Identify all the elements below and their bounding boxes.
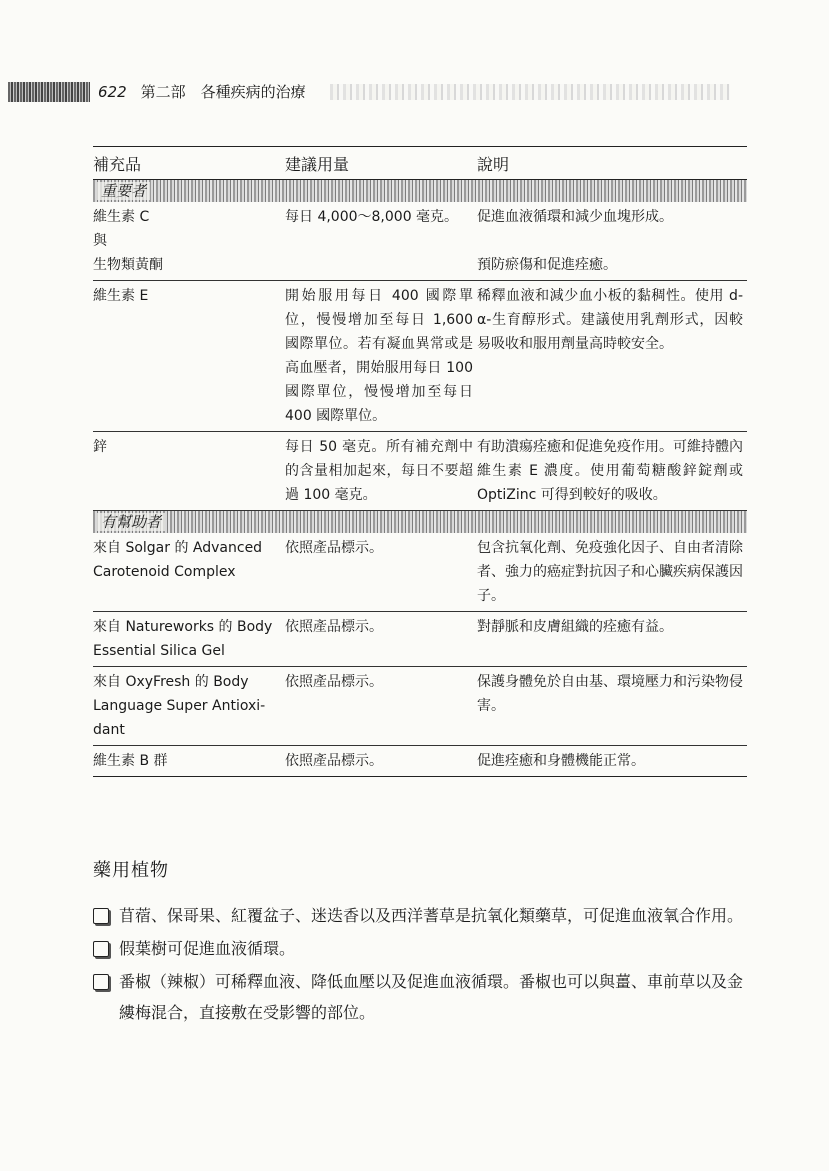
herb-item-text: 番椒（辣椒）可稀釋血液、降低血壓以及促進血液循環。番椒也可以與薑、車前草以及金縷梅混合，直接敷在受影響的部位。 (119, 972, 744, 1022)
page-header (0, 80, 829, 110)
description-cell: 保護身體免於自由基、環境壓力和污染物侵害。 (477, 667, 747, 746)
herbs-section-title: 藥用植物 (93, 860, 169, 881)
header-text (98, 80, 312, 104)
section-title: 重要者 (97, 182, 150, 200)
supplement-cell: 鋅 (93, 432, 285, 511)
list-item (93, 933, 749, 964)
column-header-supplement: 補充品 (93, 147, 285, 180)
supplement-cell: 來自 Natureworks 的 Body Essential Silica Gel (93, 612, 285, 667)
table-row (93, 746, 747, 777)
supplement-cell: 來自 Solgar 的 Advanced Carotenoid Complex (93, 533, 285, 612)
dosage-cell: 依照產品標示。 (285, 612, 477, 667)
herb-item-text: 假葉樹可促進血液循環。 (119, 939, 296, 958)
herb-item-text: 苜蓿、保哥果、紅覆盆子、迷迭香以及西洋蓍草是抗氧化類藥草，可促進血液氧合作用。 (119, 906, 744, 925)
dosage-cell: 依照產品標示。 (285, 746, 477, 777)
description-cell: 有助潰瘍痊癒和促進免疫作用。可維持體內維生素 E 濃度。使用葡萄糖酸鋅錠劑或 OptiZinc 可得到較好的吸收。 (477, 432, 747, 511)
section-title: 有幫助者 (97, 513, 165, 531)
description-cell: 稀釋血液和減少血小板的黏稠性。使用 d-α-生育醇形式。建議使用乳劑形式，因較易吸收和服用劑量高時較安全。 (477, 281, 747, 432)
header-decoration (8, 82, 90, 102)
table-row (93, 432, 747, 511)
table-row (93, 667, 747, 746)
supplement-cell (93, 202, 285, 281)
table-row (93, 533, 747, 612)
table-row (93, 612, 747, 667)
supplement-cell: 維生素 B 群 (93, 746, 285, 777)
supplement-extra: 生物類黃酮 (93, 257, 163, 273)
dosage-cell: 依照產品標示。 (285, 667, 477, 746)
description-cell: 促進痊癒和身體機能正常。 (477, 746, 747, 777)
supplement-table (93, 146, 747, 777)
list-item (93, 900, 749, 931)
list-item (93, 966, 749, 1028)
dosage-cell: 開始服用每日 400 國際單位，慢慢增加至每日 1,600 國際單位。若有凝血異常或是高血壓者，開始服用每日 100 國際單位，慢慢增加至每日 400 國際單位。 (285, 281, 477, 432)
dosage-cell: 依照產品標示。 (285, 533, 477, 612)
description-extra: 預防瘀傷和促進痊癒。 (477, 257, 617, 273)
column-header-dosage: 建議用量 (285, 147, 477, 180)
checkbox-bullet-icon (93, 941, 109, 957)
table-row (93, 202, 747, 281)
section-header-helpful (93, 511, 747, 534)
supplement-cell: 來自 OxyFresh 的 Body Language Super Antioxi-dant (93, 667, 285, 746)
header-fade-bar (330, 84, 730, 100)
supplement-name: 維生素 C (93, 209, 150, 225)
supplement-joiner: 與 (93, 233, 107, 249)
table-row (93, 281, 747, 432)
description-cell (477, 202, 747, 281)
section-header-important (93, 180, 747, 203)
page-number: 622 (98, 83, 127, 101)
column-header-description: 說明 (477, 147, 747, 180)
chapter-title: 第二部 各種疾病的治療 (140, 83, 306, 101)
description-cell: 對靜脈和皮膚組織的痊癒有益。 (477, 612, 747, 667)
description-text: 促進血液循環和減少血塊形成。 (477, 209, 673, 225)
description-cell: 包含抗氧化劑、免疫強化因子、自由者清除者、強力的癌症對抗因子和心臟疾病保護因子。 (477, 533, 747, 612)
table-header-row (93, 147, 747, 180)
dosage-cell: 每日 4,000〜8,000 毫克。 (285, 202, 477, 281)
supplement-cell: 維生素 E (93, 281, 285, 432)
dosage-cell: 每日 50 毫克。所有補充劑中的含量相加起來，每日不要超過 100 毫克。 (285, 432, 477, 511)
checkbox-bullet-icon (93, 908, 109, 924)
checkbox-bullet-icon (93, 974, 109, 990)
herbs-list (93, 900, 749, 1030)
